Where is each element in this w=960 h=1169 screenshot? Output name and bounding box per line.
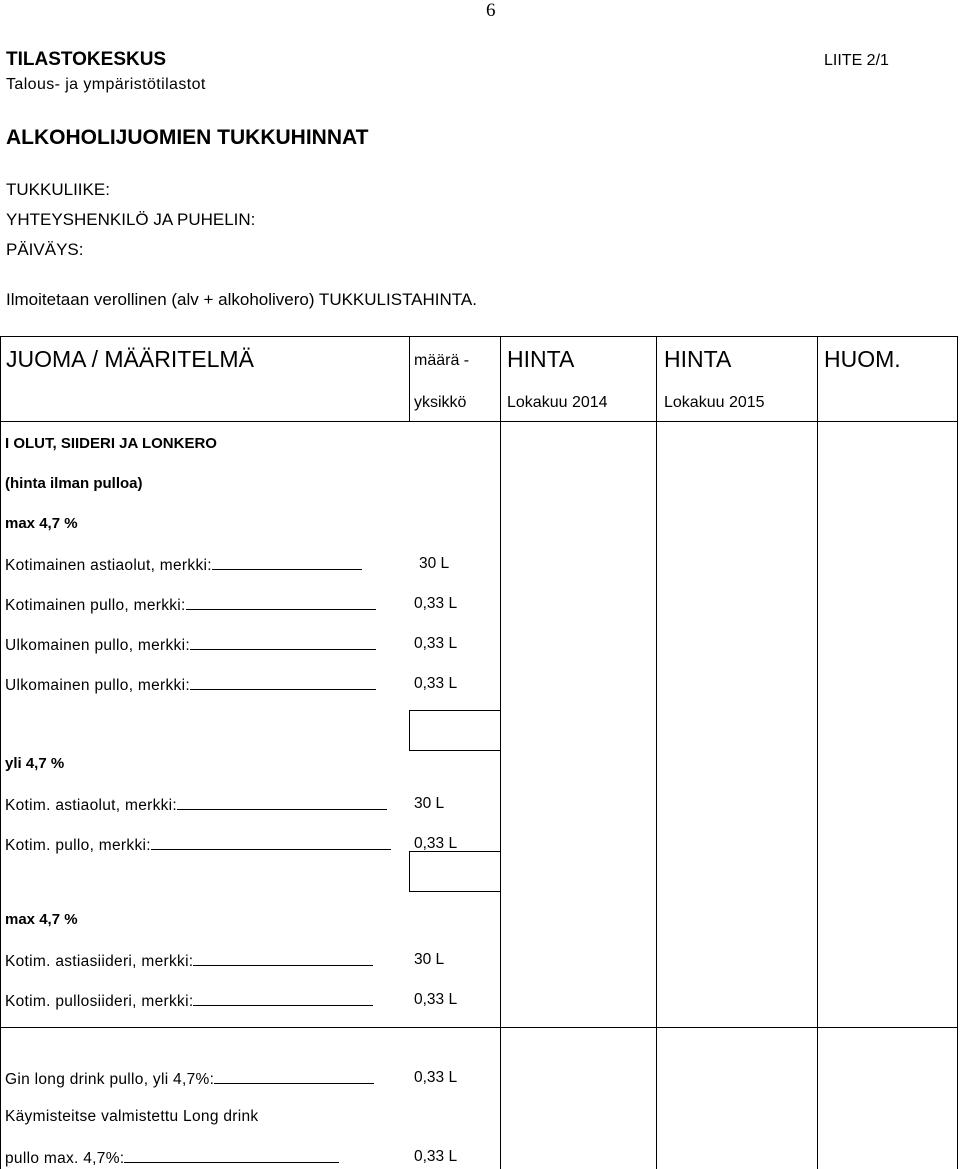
row-label-text: Kotimainen astiaolut, merkki: (5, 557, 212, 574)
department-name: Talous- ja ympäristötilastot (6, 76, 206, 93)
col-divider-price-a (500, 336, 501, 1169)
col-header-drink: JUOMA / MÄÄRITELMÄ (6, 346, 254, 372)
row-unit: 0,33 L (414, 991, 458, 1008)
row-label-text: Kotim. pullo, merkki: (5, 837, 151, 854)
brand-blank[interactable] (193, 991, 373, 1006)
row-label (5, 555, 362, 575)
brand-blank[interactable] (177, 795, 387, 810)
group-label: max 4,7 % (5, 515, 78, 532)
row-label (5, 675, 376, 695)
row-label (5, 595, 376, 615)
table-top-border (0, 336, 958, 337)
row-label-text: Kotim. astiasiideri, merkki: (5, 953, 194, 970)
row-unit: 0,33 L (414, 595, 458, 612)
cell-divider (409, 851, 410, 891)
header-bottom-border (0, 421, 958, 422)
brand-blank[interactable] (186, 595, 376, 610)
row-label (5, 635, 376, 655)
row-label (5, 1148, 339, 1168)
row-unit: 0,33 L (414, 835, 458, 852)
row-label (5, 1069, 374, 1089)
section-note: (hinta ilman pulloa) (5, 475, 143, 492)
col-divider-qty-header (409, 336, 410, 421)
cell-divider (409, 710, 501, 711)
row-label (5, 795, 387, 815)
brand-blank[interactable] (124, 1148, 339, 1163)
brand-blank[interactable] (190, 675, 376, 690)
row-label: Käymisteitse valmistettu Long drink (5, 1108, 259, 1125)
brand-blank[interactable] (190, 635, 376, 650)
col-header-unit: yksikkö (414, 394, 467, 411)
row-label-text: Kotimainen pullo, merkki: (5, 597, 186, 614)
row-label (5, 951, 373, 971)
brand-blank[interactable] (214, 1069, 374, 1084)
col-header-note: HUOM. (824, 346, 901, 372)
col-header-period-2015: Lokakuu 2015 (664, 394, 765, 411)
col-divider-note (817, 336, 818, 1169)
section-title: I OLUT, SIIDERI JA LONKERO (5, 435, 217, 452)
row-label (5, 991, 373, 1011)
col-header-qty: määrä - (414, 352, 470, 369)
table-right-border (957, 336, 958, 1169)
row-label-text: Kotim. pullosiideri, merkki: (5, 993, 194, 1010)
row-unit: 0,33 L (414, 1069, 458, 1086)
row-unit: 30 L (414, 951, 445, 968)
row-label-text: Gin long drink pullo, yli 4,7%: (5, 1071, 215, 1088)
row-label-text: Kotim. astiaolut, merkki: (5, 797, 178, 814)
row-divider (0, 1027, 958, 1028)
brand-blank[interactable] (212, 555, 362, 570)
page-number: 6 (486, 0, 496, 21)
row-unit: 30 L (414, 795, 445, 812)
row-unit: 0,33 L (414, 635, 458, 652)
field-wholesaler: TUKKULIIKE: (6, 180, 110, 199)
row-label-text: pullo max. 4,7%: (5, 1150, 125, 1167)
col-header-price-2014: HINTA (507, 346, 575, 372)
row-label-text: Ulkomainen pullo, merkki: (5, 637, 190, 654)
field-contact: YHTEYSHENKILÖ JA PUHELIN: (6, 210, 256, 229)
cell-divider (409, 710, 410, 750)
row-label (5, 835, 391, 855)
brand-blank[interactable] (193, 951, 373, 966)
table-left-border (0, 336, 1, 1169)
row-unit: 30 L (419, 555, 450, 572)
row-unit: 0,33 L (414, 1148, 458, 1165)
organization-name: TILASTOKESKUS (6, 49, 167, 70)
row-unit: 0,33 L (414, 675, 458, 692)
group-label: max 4,7 % (5, 911, 78, 928)
brand-blank[interactable] (151, 835, 391, 850)
col-header-period-2014: Lokakuu 2014 (507, 394, 608, 411)
page-title: ALKOHOLIJUOMIEN TUKKUHINNAT (6, 126, 369, 149)
cell-divider (409, 750, 501, 751)
price-table (0, 336, 958, 1169)
appendix-label: LIITE 2/1 (824, 52, 889, 69)
row-label-text: Ulkomainen pullo, merkki: (5, 677, 190, 694)
cell-divider (409, 891, 501, 892)
instruction-notice: Ilmoitetaan verollinen (alv + alkoholivero) TUKKULISTAHINTA. (6, 290, 477, 309)
col-divider-price-b (656, 336, 657, 1169)
col-header-price-2015: HINTA (664, 346, 732, 372)
field-date: PÄIVÄYS: (6, 240, 84, 259)
group-label: yli 4,7 % (5, 755, 65, 772)
